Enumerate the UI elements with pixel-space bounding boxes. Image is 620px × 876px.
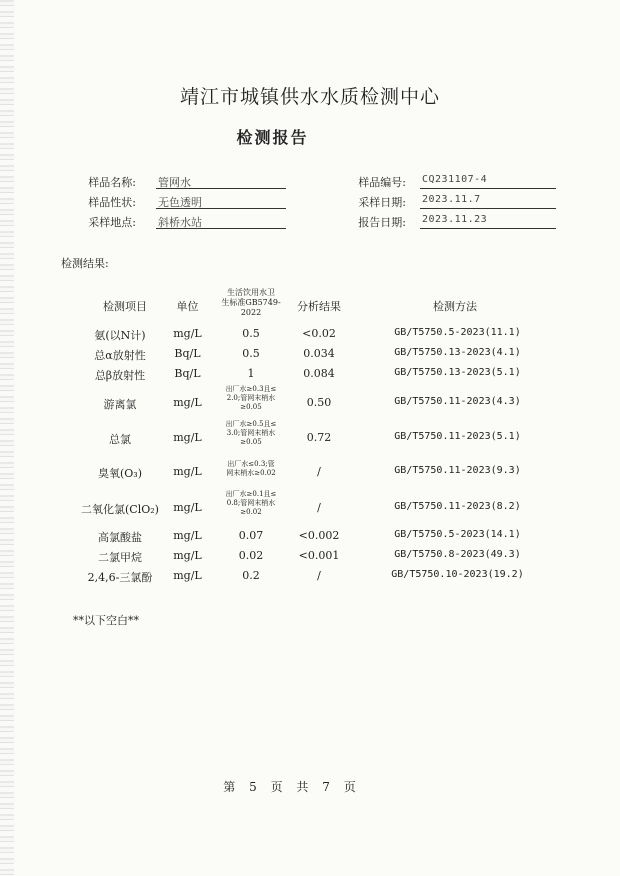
cell-result: / (317, 501, 321, 514)
cell-item: 总α放射性 (94, 349, 146, 362)
org-title: 靖江市城镇供水水质检测中心 (179, 86, 440, 108)
cell-standard-line: 出厂水≥0.5且≤ (225, 420, 277, 428)
cell-method: GB/T5750.8-2023(49.3) (394, 549, 521, 560)
cell-unit: mg/L (173, 549, 202, 562)
header-unit: 单位 (176, 300, 199, 313)
cell-standard (213, 460, 289, 478)
cell-standard-line: ≥0.05 (240, 438, 262, 446)
cell-result: 0.084 (303, 367, 335, 380)
footer-word-ye-2: 页 (343, 780, 357, 794)
results-label: 检测结果: (61, 257, 109, 270)
cell-standard-line: 出厂水≤0.3;管 (227, 460, 275, 468)
cell-unit: mg/L (173, 501, 202, 514)
cell-standard-line: 0.8;管网末梢水 (226, 499, 276, 507)
cell-standard: 0.5 (242, 347, 260, 360)
cell-standard: 0.5 (242, 327, 260, 340)
report-date-value: 2023.11.23 (420, 214, 556, 229)
footer-page-number: 5 (249, 780, 258, 794)
cell-item: 臭氧(O₃) (97, 467, 142, 480)
cell-unit: Bq/L (174, 347, 201, 360)
cell-method: GB/T5750.5-2023(11.1) (394, 327, 521, 338)
cell-standard: 0.02 (238, 549, 264, 562)
cell-unit: mg/L (173, 529, 202, 542)
cell-result: <0.002 (298, 529, 340, 542)
cell-method: GB/T5750.13-2023(5.1) (394, 367, 521, 378)
cell-item: 二氯甲烷 (98, 551, 142, 564)
header-standard-line2: 生标准GB5749- (221, 298, 281, 307)
cell-result: / (317, 569, 321, 582)
cell-unit: mg/L (173, 465, 202, 478)
cell-unit: Bq/L (174, 367, 201, 380)
sample-name-value: 管网水 (156, 174, 286, 189)
cell-unit: mg/L (173, 396, 202, 409)
cell-result: 0.034 (303, 347, 335, 360)
cell-standard (213, 420, 289, 447)
sample-appearance-label: 样品性状: (88, 196, 136, 209)
footer-word-di: 第 (223, 780, 237, 794)
sampling-site-label: 采样地点: (88, 216, 136, 229)
cell-method: GB/T5750.10-2023(19.2) (391, 569, 524, 580)
cell-item: 游离氯 (103, 398, 137, 411)
header-item: 检测项目 (103, 300, 147, 313)
sample-number-label: 样品编号: (358, 176, 406, 189)
cell-item: 高氯酸盐 (98, 531, 142, 544)
footer-word-gong: 共 (296, 780, 310, 794)
cell-standard-line: 2.0;管网末梢水 (226, 394, 276, 402)
sample-name-label: 样品名称: (88, 176, 136, 189)
cell-unit: mg/L (173, 327, 202, 340)
cell-result: <0.001 (298, 549, 340, 562)
cell-standard-line: ≥0.02 (240, 508, 262, 516)
cell-item: 二氧化氯(ClO₂) (81, 503, 159, 516)
sampling-date-value: 2023.11.7 (420, 194, 556, 209)
cell-standard: 1 (247, 367, 255, 380)
cell-item: 总β放射性 (94, 369, 146, 382)
header-result: 分析结果 (297, 300, 341, 313)
blank-note: **以下空白** (73, 614, 139, 627)
header-standard-line1: 生活饮用水卫 (227, 288, 275, 297)
page-footer (0, 778, 580, 795)
cell-method: GB/T5750.13-2023(4.1) (394, 347, 521, 358)
cell-standard-line: 出厂水≥0.1且≤ (225, 490, 277, 498)
footer-total-pages: 7 (322, 780, 331, 794)
header-method: 检测方法 (433, 300, 477, 313)
sample-number-value: CQ231107-4 (420, 174, 556, 189)
cell-standard-line: 3.0;管网末梢水 (226, 429, 276, 437)
sampling-date-label: 采样日期: (358, 196, 406, 209)
report-title: 检测报告 (236, 128, 309, 147)
cell-method: GB/T5750.5-2023(14.1) (394, 529, 521, 540)
cell-item: 总氯 (109, 433, 131, 446)
cell-unit: mg/L (173, 569, 202, 582)
header-standard (213, 288, 289, 318)
cell-standard (213, 490, 289, 517)
cell-standard (213, 385, 289, 412)
sample-appearance-value: 无色透明 (156, 194, 286, 209)
cell-method: GB/T5750.11-2023(5.1) (394, 431, 521, 442)
cell-result: 0.72 (306, 431, 332, 444)
cell-unit: mg/L (173, 431, 202, 444)
cell-standard-line: ≥0.05 (240, 403, 262, 411)
cell-result: <0.02 (302, 327, 336, 340)
cell-standard: 0.07 (238, 529, 264, 542)
cell-standard-line: 网末梢水≥0.02 (226, 469, 276, 477)
cell-item: 2,4,6-三氯酚 (87, 571, 153, 584)
cell-standard: 0.2 (242, 569, 260, 582)
cell-standard-line: 出厂水≥0.3且≤ (225, 385, 277, 393)
cell-method: GB/T5750.11-2023(4.3) (394, 396, 521, 407)
cell-item: 氨(以N计) (94, 329, 146, 342)
cell-result: / (317, 465, 321, 478)
footer-word-ye: 页 (270, 780, 284, 794)
sampling-site-value: 斜桥水站 (156, 214, 286, 229)
report-date-label: 报告日期: (358, 216, 406, 229)
cell-result: 0.50 (306, 396, 332, 409)
header-standard-line3: 2022 (240, 308, 262, 317)
cell-method: GB/T5750.11-2023(9.3) (394, 465, 521, 476)
cell-method: GB/T5750.11-2023(8.2) (394, 501, 521, 512)
